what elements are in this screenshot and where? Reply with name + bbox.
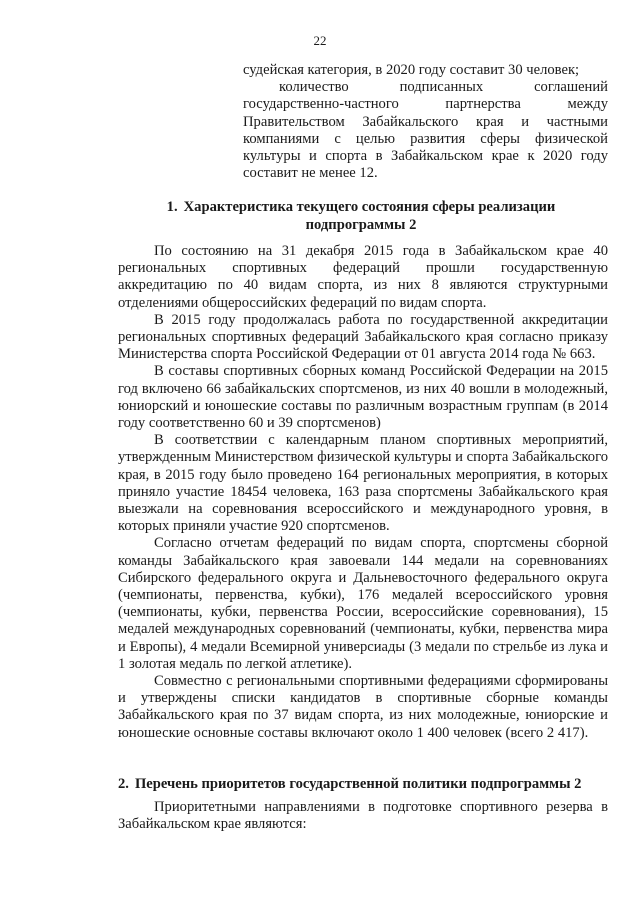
section-1-paragraph: Согласно отчетам федераций по видам спорта, спортсмены сборной команды Забайкальского края завоевали 144 медали на соревнованиях Сибирского федерального округа и Дальневосточного федерального округа (чемпионаты, первенства, кубки), 176 медалей всероссийского уровня (чемпионаты, кубки, первенства России, всероссийские соревнования), 15 медалей международных соревнований (чемпионаты, кубки, первенства мира и Европы), 4 медали Всемирной универсиады (3 медали по стрельбе из лука и 1 золотая медаль по легкой атлетике). — [118, 535, 608, 672]
section-1-number: 1. — [166, 199, 178, 215]
continuation-line-1: судейская категория, в 2020 году составит 30 человек; — [243, 62, 580, 78]
section-1-paragraph: В 2015 году продолжалась работа по государственной аккредитации региональных спортивных федераций Забайкальского края согласно приказу Министерства спорта Российской Федерации от 01 августа 2014 года № 663. — [118, 311, 608, 363]
section-2-paragraph: Приоритетными направлениями в подготовке спортивного резерва в Забайкальском крае являются: — [118, 799, 608, 833]
page-number: 22 — [313, 33, 327, 48]
section-1-paragraph: В составы спортивных сборных команд Российской Федерации на 2015 год включено 66 забайкальских спортсменов, из них 40 вошли в молодежный, юниорский и юношеские составы по различным возрастным группам (в 2014 году соответственно 60 и 39 спортсменов) — [118, 363, 608, 432]
section-1-title: Характеристика текущего состояния сферы реализации подпрограммы 2 — [183, 199, 556, 233]
section-2-body — [118, 799, 608, 833]
section-1-paragraph: По состоянию на 31 декабря 2015 года в Забайкальском крае 40 региональных спортивных федераций прошли государственную аккредитацию по 40 видам спорта, из них 8 являются структурными отделениями общероссийских федераций по видам спорта. — [118, 243, 608, 311]
top-continuation-text — [243, 62, 608, 182]
section-1-paragraph: В соответствии с календарным планом спортивных мероприятий, утвержденным Министерством физической культуры и спорта Забайкальского края, в 2015 году было проведено 164 региональных мероприятия, в которых приняло участие 18454 человека, 163 раза спортсмены Забайкальского края выезжали на соревнования всероссийского и международного уровня, в которых приняли участие 920 спортсменов. — [118, 432, 608, 535]
section-1-paragraph: Совместно с региональными спортивными федерациями сформированы и утверждены списки кандидатов в спортивные сборные команды Забайкальского края по 37 видам спорта, из них молодежные, юниорские и юношеские основные составы включают около 1 400 человек (всего 2 417). — [118, 673, 608, 741]
section-2-title: Перечень приоритетов государственной политики подпрограммы 2 — [134, 776, 582, 792]
section-1-heading — [118, 199, 604, 234]
section-1-body — [118, 243, 608, 742]
section-2-heading — [118, 776, 608, 794]
continuation-paragraph-2: количество подписанных соглашений государственно-частного партнерства между Правительством Забайкальского края и частными компаниями с целью развития сферы физической культуры и спорта в Забайкальском крае к 2020 году составит не менее 12. — [243, 79, 608, 182]
section-2-number: 2. — [118, 776, 129, 792]
